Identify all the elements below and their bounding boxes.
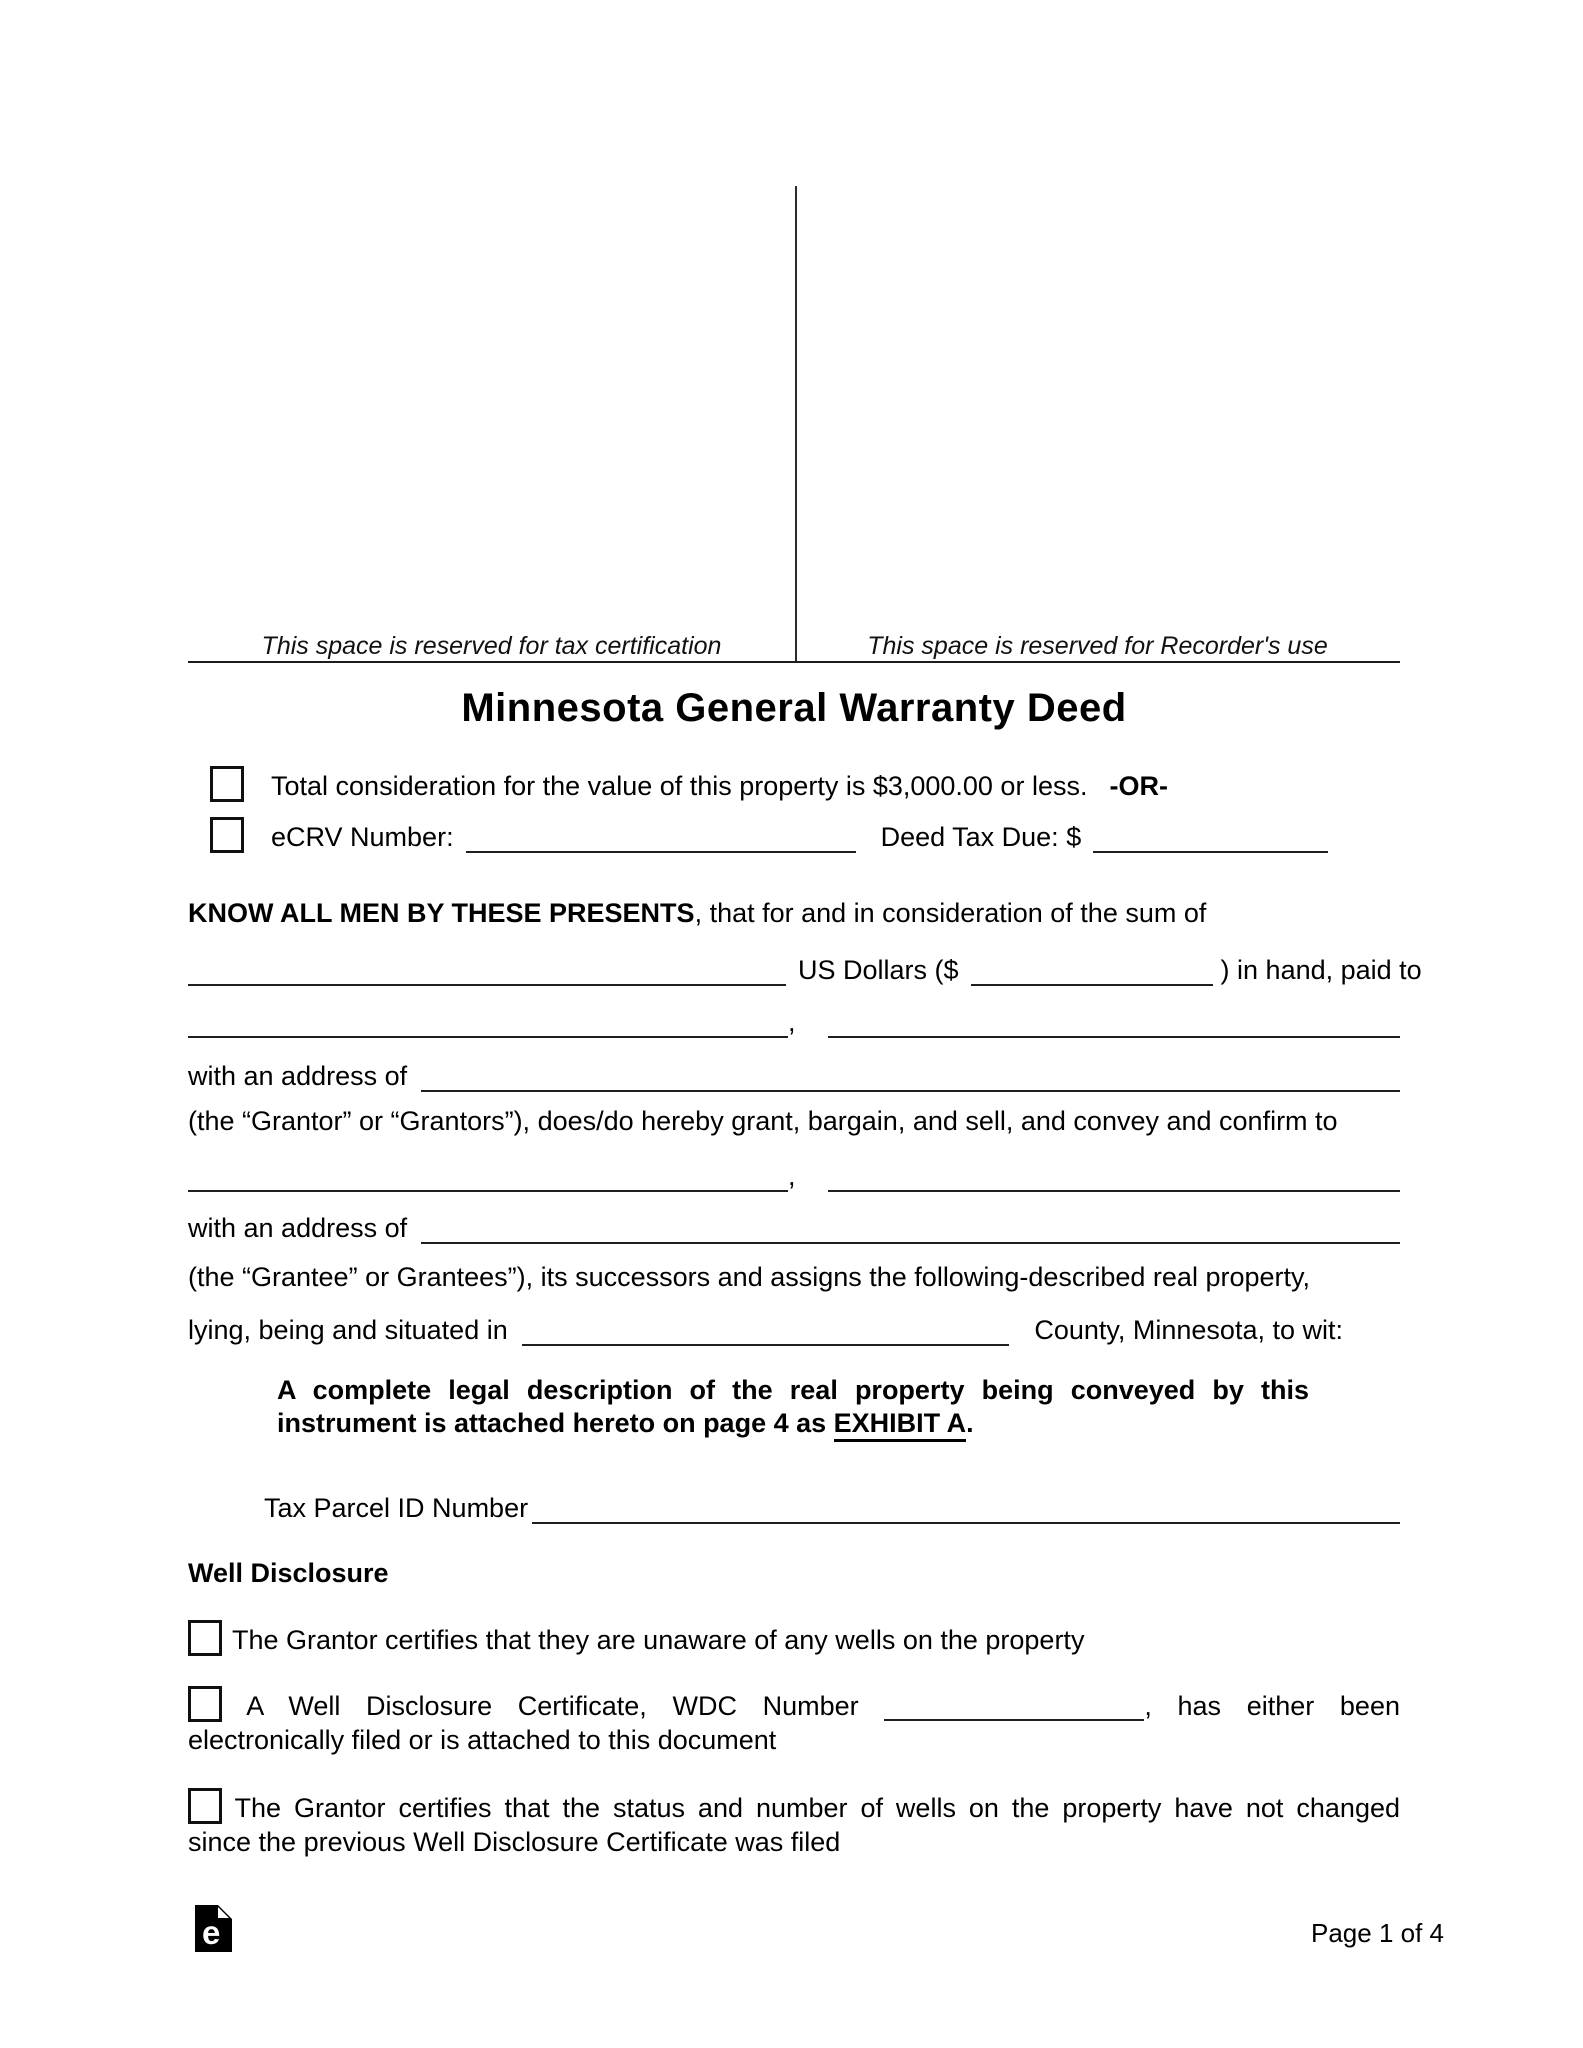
presents-rest-text: , that for and in consideration of the sum of: [694, 898, 1207, 928]
tax-parcel-field[interactable]: [532, 1490, 1400, 1524]
well-wdc-post-text: , has either been: [1144, 1691, 1400, 1721]
exhibit-a-link: EXHIBIT A: [834, 1408, 967, 1442]
county-field[interactable]: [522, 1312, 1010, 1346]
grantor-address-row: [188, 1058, 1400, 1092]
wdc-number-field[interactable]: [884, 1693, 1144, 1721]
well-disclosure-heading: Well Disclosure: [188, 1558, 389, 1588]
ecrv-checkbox[interactable]: [210, 817, 244, 853]
grantee-address-field[interactable]: [421, 1210, 1400, 1244]
grantor-address-field[interactable]: [421, 1058, 1400, 1092]
well-unaware-row: [188, 1620, 1084, 1656]
presents-bold-text: KNOW ALL MEN BY THESE PRESENTS: [188, 898, 695, 928]
header-column-divider: [795, 186, 797, 662]
grantee-name-1-field[interactable]: [188, 1158, 788, 1192]
tax-parcel-label: Tax Parcel ID Number: [264, 1493, 529, 1523]
county-row: [188, 1312, 1343, 1346]
sum-numeric-field[interactable]: [971, 952, 1213, 986]
ecrv-row: [210, 817, 1328, 853]
well-wdc-line2: electronically filed or is attached to this document: [188, 1725, 777, 1755]
in-hand-label: ) in hand, paid to: [1220, 955, 1422, 985]
presents-line: [188, 898, 1206, 929]
page-title: Minnesota General Warranty Deed: [461, 686, 1127, 730]
logo-letter: e: [202, 1914, 221, 1951]
tax-parcel-row: [264, 1490, 1400, 1524]
well-status-checkbox[interactable]: [188, 1788, 222, 1824]
grantor-name-2-field[interactable]: [828, 1004, 1400, 1038]
grantee-address-row: [188, 1210, 1400, 1244]
well-unaware-checkbox[interactable]: [188, 1620, 222, 1656]
well-status-text1: The Grantor certifies that the status and number of wells on the property have not changed: [234, 1793, 1400, 1823]
situated-label: lying, being and situated in: [188, 1315, 508, 1345]
grantee-clause-line: (the “Grantee” or Grantees”), its successors and assigns the following-described real property,: [188, 1262, 1310, 1292]
well-wdc-line1: [188, 1686, 1400, 1723]
well-wdc-pre-text: A Well Disclosure Certificate, WDC Number: [246, 1691, 859, 1721]
legal-line2-end: .: [966, 1408, 974, 1438]
deed-tax-field[interactable]: [1093, 819, 1328, 853]
or-label: -OR-: [1109, 771, 1168, 801]
header-rule: [188, 661, 1400, 663]
county-label: County, Minnesota, to wit:: [1034, 1315, 1343, 1345]
sum-fill-row: [188, 952, 1422, 986]
total-consideration-checkbox[interactable]: [210, 766, 244, 802]
well-wdc-checkbox[interactable]: [188, 1686, 222, 1722]
well-wdc-paragraph: [188, 1686, 1400, 1757]
grantor-names-row: [188, 1004, 1400, 1038]
deed-tax-label: Deed Tax Due: $: [880, 822, 1082, 852]
sum-written-field[interactable]: [188, 952, 786, 986]
name-separator: ,: [788, 1007, 796, 1037]
grantor-address-label: with an address of: [188, 1061, 408, 1091]
well-status-line1: [188, 1788, 1400, 1825]
tax-certification-caption: This space is reserved for tax certification: [261, 632, 722, 660]
grantee-names-row: [188, 1158, 1400, 1192]
legal-description-line1: A complete legal description of the real property being conveyed by this: [277, 1375, 1309, 1405]
grantor-name-1-field[interactable]: [188, 1004, 788, 1038]
ecrv-number-field[interactable]: [466, 819, 856, 853]
legal-description-paragraph: [277, 1374, 1309, 1440]
recorder-use-caption: This space is reserved for Recorder's use: [867, 632, 1328, 660]
us-dollars-label: US Dollars ($: [798, 955, 959, 985]
ecrv-label: eCRV Number:: [271, 822, 454, 852]
grantee-name-2-field[interactable]: [828, 1158, 1400, 1192]
page-number-label: Page 1 of 4: [1311, 1918, 1444, 1948]
legal-description-line2: [277, 1407, 1309, 1440]
well-status-line2: since the previous Well Disclosure Certificate was filed: [188, 1827, 841, 1857]
grantee-address-label: with an address of: [188, 1213, 408, 1243]
well-status-paragraph: [188, 1788, 1400, 1859]
well-unaware-label: The Grantor certifies that they are unaware of any wells on the property: [232, 1625, 1085, 1655]
total-consideration-row: [210, 766, 1168, 802]
grantor-clause-line: (the “Grantor” or “Grantors”), does/do hereby grant, bargain, and sell, and convey and confirm to: [188, 1106, 1338, 1136]
total-consideration-label: Total consideration for the value of this property is $3,000.00 or less.: [271, 771, 1088, 801]
legal-line2-pre: instrument is attached hereto on page 4 as: [277, 1408, 834, 1438]
name-separator-2: ,: [788, 1161, 796, 1191]
